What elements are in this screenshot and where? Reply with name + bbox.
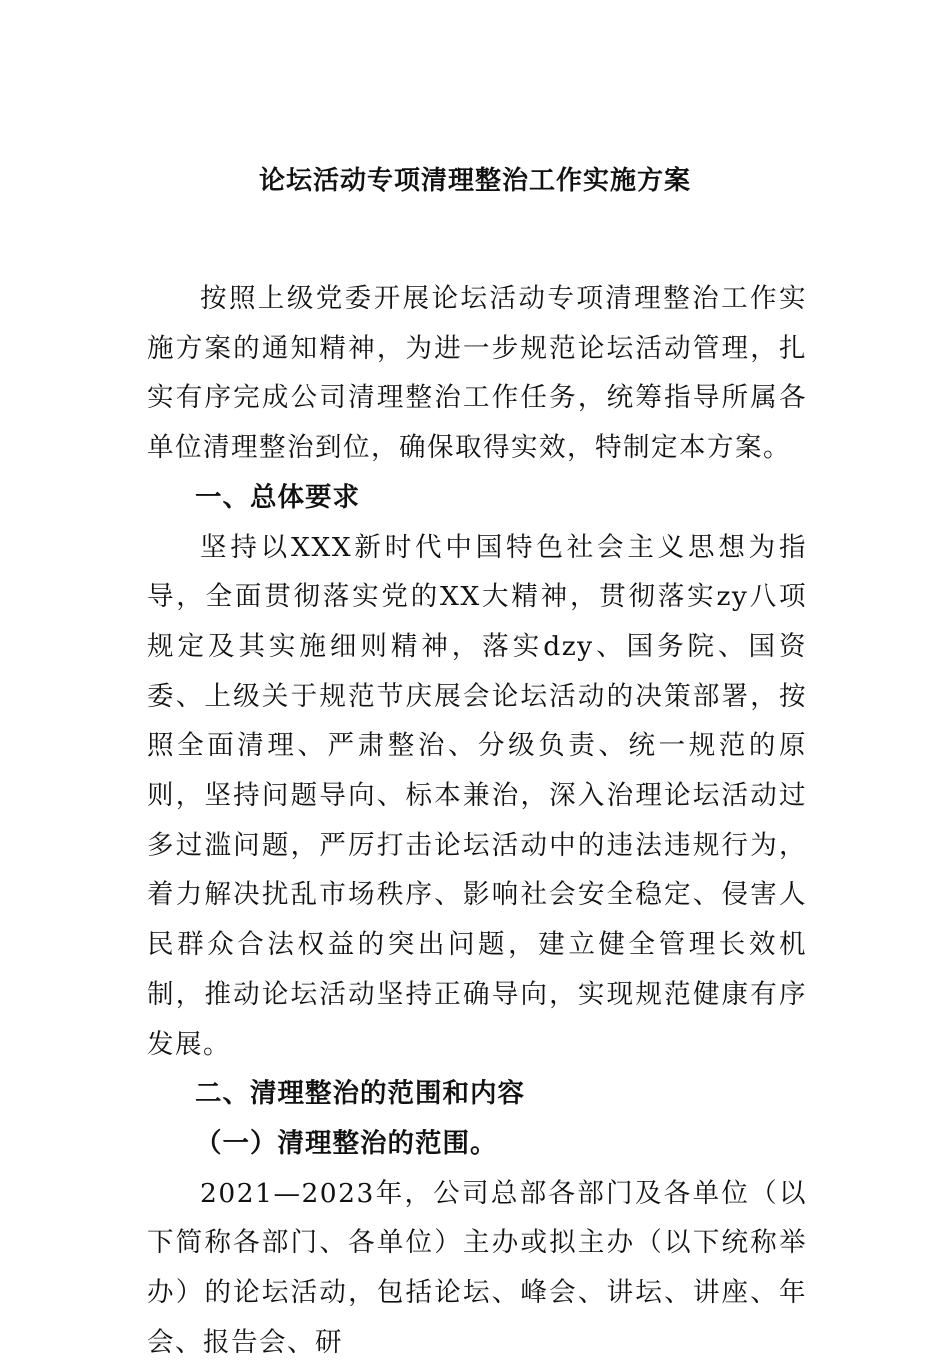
section-2-sub-1-paragraph: 2021—2023年，公司总部各部门及各单位（以下简称各部门、各单位）主办或拟主办（以下统称举办）的论坛活动，包括论坛、峰会、讲坛、讲座、年会、报告会、研 [147, 1177, 807, 1358]
section-2-subheading-1: （一）清理整治的范围。 [195, 1127, 498, 1159]
section-1-heading: 一、总体要求 [195, 481, 360, 513]
section-1-paragraph: 坚持以XXX新时代中国特色社会主义思想为指导，全面贯彻落实党的XX大精神，贯彻落实zy八项规定及其实施细则精神，落实dzy、国务院、国资委、上级关于规范节庆展会论坛活动的决策部署，按照全面清理、严肃整治、分级负责、统一规范的原则，坚持问题导向、标本兼治，深入治理论坛活动过多过滥问题，严厉打击论坛活动中的违法违规行为，着力解决扰乱市场秩序、影响社会安全稳定、侵害人民群众合法权益的突出问题，建立健全管理长效机制，推动论坛活动坚持正确导向，实现规范健康有序发展。 [147, 531, 807, 1060]
intro-paragraph: 按照上级党委开展论坛活动专项清理整治工作实施方案的通知精神，为进一步规范论坛活动管理，扎实有序完成公司清理整治工作任务，统筹指导所属各单位清理整治到位，确保取得实效，特制定本方案。 [147, 283, 807, 464]
document-body [147, 274, 807, 1367]
section-2-heading: 二、清理整治的范围和内容 [195, 1078, 525, 1110]
document-title: 论坛活动专项清理整治工作实施方案 [258, 166, 691, 196]
